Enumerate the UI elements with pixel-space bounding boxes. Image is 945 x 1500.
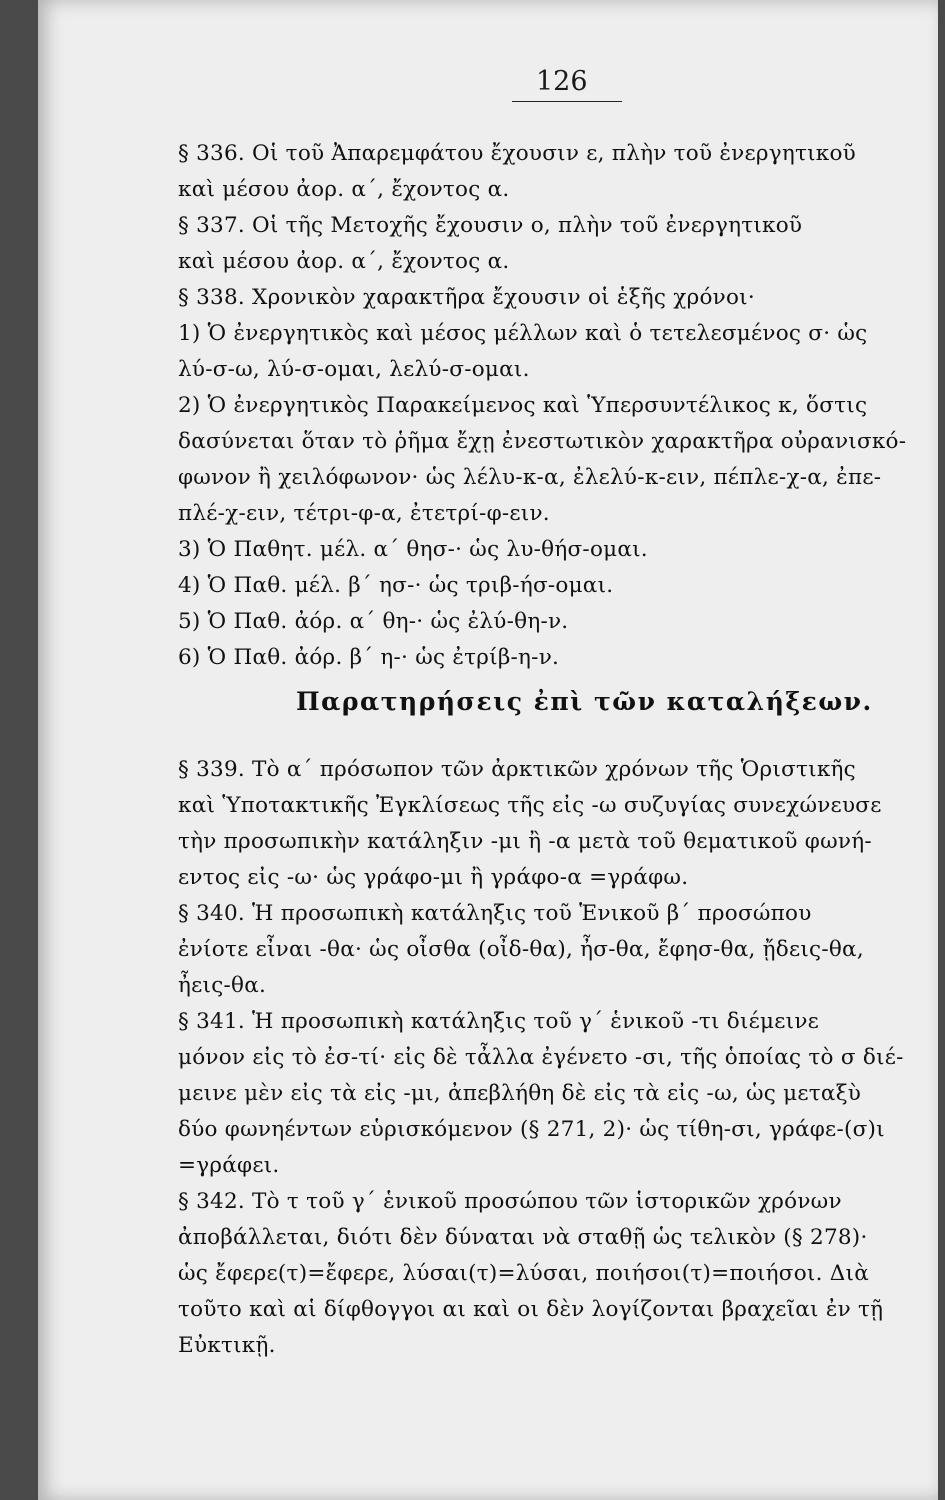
header-rule — [512, 101, 622, 102]
text-line: § 337. Οἱ τῆς Μετοχῆς ἔχουσιν ο, πλὴν τοῦ ἐνεργητικοῦ — [178, 213, 803, 238]
text-line: § 336. Οἱ τοῦ Ἀπαρεμφάτου ἔχουσιν ε, πλὴν τοῦ ἐνεργητικοῦ — [178, 141, 856, 166]
text-line: 2) Ὁ ἐνεργητικὸς Παρακείμενος καὶ Ὑπερσυντέλικος κ, ὅστις — [178, 393, 868, 418]
text-line: ὡς ἔφερε(τ)=ἔφερε, λύσαι(τ)=λύσαι, ποιήσοι(τ)=ποιήσοι. Διὰ — [178, 1261, 869, 1286]
text-line: 3) Ὁ Παθητ. μέλ. α΄ θησ-· ὡς λυ-θήσ-ομαι. — [178, 537, 648, 562]
text-line: τὴν προσωπικὴν κατάληξιν -μι ἢ -α μετὰ τοῦ θεματικοῦ φωνή- — [178, 829, 872, 854]
text-line: Εὐκτικῇ. — [178, 1333, 276, 1358]
text-line: καὶ Ὑποτακτικῆς Ἐγκλίσεως τῆς εἰς -ω συζυγίας συνεχώνευσε — [178, 793, 882, 818]
text-line: μόνον εἰς τὸ ἐσ-τί· εἰς δὲ τἆλλα ἐγένετο -σι, τῆς ὁποίας τὸ σ διέ- — [178, 1045, 904, 1070]
text-line: ἐνίοτε εἶναι -θα· ὡς οἶσθα (οἶδ-θα), ἦσ-θα, ἔφησ-θα, ᾔδεις-θα, — [178, 937, 864, 962]
text-line: 6) Ὁ Παθ. ἀόρ. β΄ η-· ὡς ἐτρίβ-η-ν. — [178, 645, 560, 670]
text-line: 4) Ὁ Παθ. μέλ. β΄ ησ-· ὡς τριβ-ήσ-ομαι. — [178, 573, 614, 598]
section-heading: Παρατηρήσεις ἐπὶ τῶν καταλήξεων. — [296, 687, 873, 716]
text-line: § 341. Ἡ προσωπικὴ κατάληξις τοῦ γ΄ ἑνικοῦ -τι διέμεινε — [178, 1009, 820, 1034]
text-line: § 339. Τὸ α΄ πρόσωπον τῶν ἀρκτικῶν χρόνων τῆς Ὁριστικῆς — [178, 757, 856, 782]
text-line: ἀποβάλλεται, διότι δὲν δύναται νὰ σταθῇ ὡς τελικὸν (§ 278)· — [178, 1225, 868, 1250]
text-line: λύ-σ-ω, λύ-σ-ομαι, λελύ-σ-ομαι. — [178, 357, 530, 382]
text-line: 5) Ὁ Παθ. ἀόρ. α΄ θη-· ὡς ἐλύ-θη-ν. — [178, 609, 569, 634]
text-line: § 342. Τὸ τ τοῦ γ΄ ἑνικοῦ προσώπου τῶν ἱστορικῶν χρόνων — [178, 1189, 842, 1214]
text-line: δασύνεται ὅταν τὸ ῥῆμα ἔχῃ ἐνεστωτικὸν χαρακτῆρα οὐρανισκό- — [178, 429, 907, 454]
book-page — [38, 0, 938, 1500]
text-line: § 338. Χρονικὸν χαρακτῆρα ἔχουσιν οἱ ἑξῆς χρόνοι· — [178, 285, 755, 310]
text-line: =γράφει. — [178, 1153, 280, 1178]
text-line: τοῦτο καὶ αἱ δίφθογγοι αι καὶ οι δὲν λογίζονται βραχεῖαι ἐν τῇ — [178, 1297, 884, 1322]
text-line: πλέ-χ-ειν, τέτρι-φ-α, ἐτετρί-φ-ειν. — [178, 501, 550, 526]
text-line: εντος εἰς -ω· ὡς γράφο-μι ἢ γράφο-α =γράφω. — [178, 865, 689, 890]
text-line: δύο φωνηέντων εὑρισκόμενον (§ 271, 2)· ὡς τίθη-σι, γράφε-(σ)ι — [178, 1117, 885, 1142]
page-number: 126 — [536, 66, 588, 97]
text-line: 1) Ὁ ἐνεργητικὸς καὶ μέσος μέλλων καὶ ὁ τετελεσμένος σ· ὡς — [178, 321, 868, 346]
text-line: φωνον ἢ χειλόφωνον· ὡς λέλυ-κ-α, ἐλελύ-κ-ειν, πέπλε-χ-α, ἐπε- — [178, 465, 882, 490]
text-line: § 340. Ἡ προσωπικὴ κατάληξις τοῦ Ἑνικοῦ β΄ προσώπου — [178, 901, 812, 926]
text-line: ἦεις-θα. — [178, 973, 267, 998]
text-line: καὶ μέσου ἀορ. α΄, ἔχοντος α. — [178, 177, 510, 202]
text-line: καὶ μέσου ἀορ. α΄, ἔχοντος α. — [178, 249, 510, 274]
text-line: μεινε μὲν εἰς τὰ εἰς -μι, ἀπεβλήθη δὲ εἰς τὰ εἰς -ω, ὡς μεταξὺ — [178, 1081, 862, 1106]
